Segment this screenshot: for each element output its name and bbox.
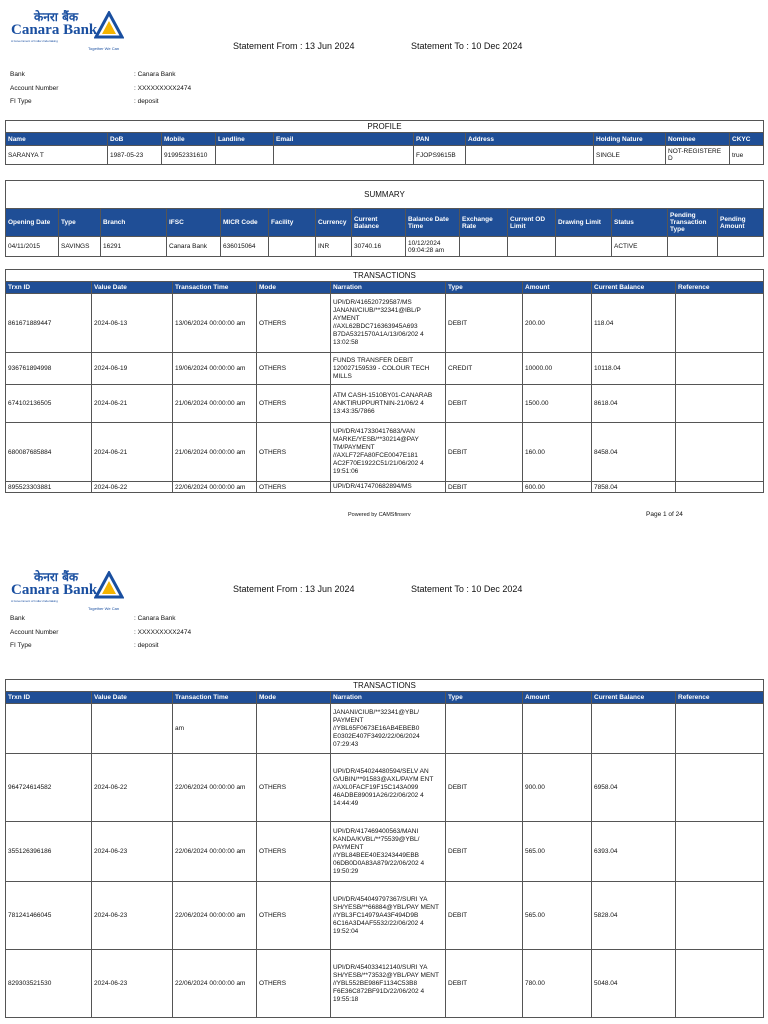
summary-table: SUMMARY Opening Date Type Branch IFSC MICR Code Facility Currency Current Balance Balance Date Time Exchange Rate Current OD Limit Drawing Limit Status Pending Transaction Type Pending Amount 04/11/2015 SAVINGS 16291 Canara Bank 636015064 INR 30740.16 10/12/2024 09:04:28 am ACTIVE bbox=[5, 180, 764, 257]
statement-from: Statement From : 13 Jun 2024 bbox=[233, 41, 355, 51]
statement-to: Statement To : 10 Dec 2024 bbox=[411, 41, 523, 51]
transactions-header-row: Trxn ID Value Date Transaction Time Mode Narration Type Amount Current Balance Reference bbox=[6, 692, 764, 704]
statement-page-2 bbox=[0, 560, 768, 1024]
info-row-bank: Bank : Canara Bank bbox=[10, 71, 176, 78]
table-row: 829303521530 2024-06-23 22/06/2024 00:00:00 am OTHERS UPI/DR/454033412140/SURI YA SH/YESB/**73532@YBL/PAY MENT //YBL552BE986F1134C53B8 F6E36C872BF91D/22/06/202 4 19:55:18 DEBIT 780.00 5048.04 bbox=[6, 950, 764, 1018]
table-row: 781241466045 2024-06-23 22/06/2024 00:00:00 am OTHERS UPI/DR/454049797367/SURI YA SH/YESB/**66884@YBL/PAY MENT //YBL3FC14979A43F494D9B 6C16A3D4AF5532/22/06/202 4 19:52:04 DEBIT 565.00 5828.04 bbox=[6, 882, 764, 950]
statement-from: Statement From : 13 Jun 2024 bbox=[233, 584, 355, 594]
info-row-fi-type: FI Type : deposit bbox=[10, 98, 159, 105]
table-row: 936761894998 2024-06-19 19/06/2024 00:00:00 am OTHERS FUNDS TRANSFER DEBIT 120027159539 - COLOUR TECH MILLS CREDIT 10000.00 10118.04 bbox=[6, 353, 764, 385]
table-row: am JANANI/CIUB/**32341@YBL/ PAYMENT //YBL65F0673E16AB4EBEB0 E0302E407F3492/22/06/2024 07:29:43 bbox=[6, 704, 764, 754]
statement-to: Statement To : 10 Dec 2024 bbox=[411, 584, 523, 594]
table-row: 895523303881 2024-06-22 22/06/2024 00:00:00 am OTHERS UPI/DR/417470682894/MS DEBIT 600.00 7858.04 bbox=[6, 482, 764, 493]
info-row-fi-type: FI Type : deposit bbox=[10, 642, 159, 649]
profile-table: PROFILE Name DoB Mobile Landline Email PAN Address Holding Nature Nominee CKYC SARANYA T 1987-05-23 919952331610 FJOPS9615B SINGLE NOT-REGISTERE D true bbox=[5, 120, 764, 165]
profile-header-row: Name DoB Mobile Landline Email PAN Address Holding Nature Nominee CKYC bbox=[6, 133, 764, 146]
info-row-bank: Bank : Canara Bank bbox=[10, 615, 176, 622]
account-info bbox=[10, 71, 191, 112]
canara-triangle-icon bbox=[94, 11, 124, 41]
transactions-table-page-2: TRANSACTIONS Trxn ID Value Date Transaction Time Mode Narration Type Amount Current Balance Reference am JANANI/CIUB/**32341@YBL/ PAYMENT //YBL65F0673E16AB4EBEB0 E0302E407F3492/22/06/2024 07:29:43 964724614582 2024-06-22 22/06/2024 00:00:00 am OTHERS UPI/DR/454024480594/SELV AN G/UBIN/**91583@AXL/PAYM ENT //AXL0FACF19F15C143A099 46ADBE89091A26/22/06/202 4 14:44:49 DEBIT 900.00 6958.04 355126396186 2024-06-23 22/06/2024 00:00:00 am OTHERS UPI/DR/417469400563/MANI KANDA/KVBL/**75539@YBL/ PAYMENT //YBL84BEE40E3243449EBB 06DB0D0A83A879/22/06/202 4 19:50:29 DEBIT 565.00 6393.04 781241466045 2024-06-23 22/06/2024 00:00:00 am OTHERS UPI/DR/454049797367/SURI YA SH/YESB/**66884@YBL/PAY MENT //YBL3FC14979A43F494D9B 6C16A3D4AF5532/22/06/202 4 19:52:04 DEBIT 565.00 5828.04 829303521530 2024-06-23 22/06/2024 00:00:00 am OTHERS UPI/DR/454033412140/SURI YA SH/YESB/**73532@YBL/PAY MENT //YBL552BE986F1134C53B8 F6E36C872BF91D/22/06/202 4 19:55:18 DEBIT 780.00 5048.04 bbox=[5, 679, 764, 1018]
table-row: 680087685884 2024-06-21 21/06/2024 00:00:00 am OTHERS UPI/DR/417330417683/VAN MARKE/YESB/**30214@PAY TM/PAYMENT //AXLF72FA80FCE0047E181 AC2F70E1922C51/21/06/202 4 19:51:06 DEBIT 160.00 8458.04 bbox=[6, 423, 764, 482]
transactions-table-page-1: TRANSACTIONS Trxn ID Value Date Transaction Time Mode Narration Type Amount Current Balance Reference 861671889447 2024-06-13 13/06/2024 00:00:00 am OTHERS UPI/DR/416520729587/MS JANANI/CIUB/**32341@IBL/P AYMENT //AXL62BDC716363945A693 B7DA5321570A1A/13/06/202 4 13:02:58 DEBIT 200.00 118.04 936761894998 2024-06-19 19/06/2024 00:00:00 am OTHERS FUNDS TRANSFER DEBIT 120027159539 - COLOUR TECH MILLS CREDIT 10000.00 10118.04 674102136505 2024-06-21 21/06/2024 00:00:00 am OTHERS ATM CASH-1510BY01-CANARAB ANKTIRUPPURTNIN-21/06/2 4 13:43:35/7866 DEBIT 1500.00 8618.04 680087685884 2024-06-21 21/06/2024 00:00:00 am OTHERS UPI/DR/417330417683/VAN MARKE/YESB/**30214@PAY TM/PAYMENT //AXLF72FA80FCE0047E181 AC2F70E1922C51/21/06/202 4 19:51:06 DEBIT 160.00 8458.04 895523303881 2024-06-22 22/06/2024 00:00:00 am OTHERS UPI/DR/417470682894/MS DEBIT 600.00 7858.04 bbox=[5, 269, 764, 493]
transactions-header-row: Trxn ID Value Date Transaction Time Mode Narration Type Amount Current Balance Reference bbox=[6, 282, 764, 294]
profile-row: SARANYA T 1987-05-23 919952331610 FJOPS9615B SINGLE NOT-REGISTERE D true bbox=[6, 146, 764, 165]
table-row: 674102136505 2024-06-21 21/06/2024 00:00:00 am OTHERS ATM CASH-1510BY01-CANARAB ANKTIRUPPURTNIN-21/06/2 4 13:43:35/7866 DEBIT 1500.00 8618.04 bbox=[6, 385, 764, 423]
table-row: 355126396186 2024-06-23 22/06/2024 00:00:00 am OTHERS UPI/DR/417469400563/MANI KANDA/KVBL/**75539@YBL/ PAYMENT //YBL84BEE40E3243449EBB 06DB0D0A83A879/22/06/202 4 19:50:29 DEBIT 565.00 6393.04 bbox=[6, 822, 764, 882]
canara-triangle-icon bbox=[94, 571, 124, 601]
powered-by: Powered by CAMSfinserv bbox=[348, 512, 411, 518]
summary-row: 04/11/2015 SAVINGS 16291 Canara Bank 636015064 INR 30740.16 10/12/2024 09:04:28 am ACTIVE bbox=[6, 237, 764, 257]
page-number: Page 1 of 24 bbox=[646, 511, 683, 518]
table-row: 861671889447 2024-06-13 13/06/2024 00:00:00 am OTHERS UPI/DR/416520729587/MS JANANI/CIUB/**32341@IBL/P AYMENT //AXL62BDC716363945A693 B7DA5321570A1A/13/06/202 4 13:02:58 DEBIT 200.00 118.04 bbox=[6, 294, 764, 353]
summary-header-row: Opening Date Type Branch IFSC MICR Code Facility Currency Current Balance Balance Date Time Exchange Rate Current OD Limit Drawing Limit Status Pending Transaction Type Pending Amount bbox=[6, 209, 764, 237]
info-row-account: Account Number : XXXXXXXXX2474 bbox=[10, 628, 192, 636]
account-info bbox=[10, 615, 191, 656]
canara-bank-logo: केनरा बैंक Canara Bank A Government of India Undertaking Together We Can bbox=[8, 568, 128, 613]
info-row-account: Account Number : XXXXXXXXX2474 bbox=[10, 84, 192, 92]
canara-bank-logo: केनरा बैंक Canara Bank A Government of India Undertaking Together We Can bbox=[8, 8, 128, 53]
table-row: 964724614582 2024-06-22 22/06/2024 00:00:00 am OTHERS UPI/DR/454024480594/SELV AN G/UBIN/**91583@AXL/PAYM ENT //AXL0FACF19F15C143A099 46ADBE89091A26/22/06/202 4 14:44:49 DEBIT 900.00 6958.04 bbox=[6, 754, 764, 822]
